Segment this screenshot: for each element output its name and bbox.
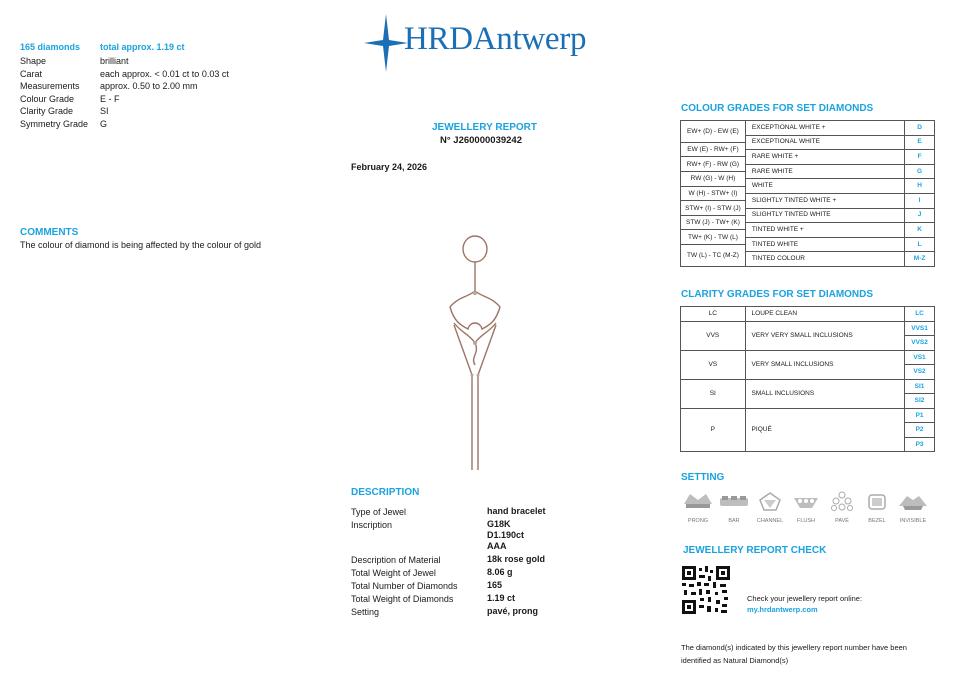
colour-grade-name: EXCEPTIONAL WHITE + (745, 121, 904, 136)
colour-grade-letter: H (905, 179, 935, 194)
clarity-group-name: SMALL INCLUSIONS (745, 379, 905, 408)
clarity-grade-code: P3 (905, 437, 935, 452)
setting-label: PAVÉ (835, 518, 849, 524)
description-key: Inscription (351, 520, 393, 530)
colour-scale-cell: TW+ (K) - TW (L) (681, 230, 746, 245)
summary-value: brilliant (100, 56, 129, 66)
report-title: JEWELLERY REPORT (432, 122, 538, 133)
clarity-grades-table (680, 306, 935, 452)
description-value: hand bracelet (487, 506, 546, 516)
colour-grade-letter: E (905, 135, 935, 150)
clarity-group-name: VERY VERY SMALL INCLUSIONS (745, 321, 905, 350)
description-value: 165 (487, 580, 503, 590)
colour-grade-letter: L (905, 237, 935, 252)
logo-text: HRDAntwerp (404, 21, 587, 57)
colour-grade-letter: F (905, 150, 935, 165)
colour-grade-letter: K (905, 223, 935, 238)
setting-item-pav (824, 490, 860, 524)
check-link[interactable]: my.hrdantwerp.com (747, 605, 818, 614)
colour-grade-row (681, 121, 935, 128)
colour-grade-name: RARE WHITE + (745, 150, 904, 165)
comments-text: The colour of diamond is being affected by the colour of gold (20, 240, 261, 250)
clarity-grade-row (681, 321, 935, 336)
check-text: Check your jewellery report online: (747, 594, 863, 603)
summary-value: SI (100, 106, 109, 117)
colour-grade-name: WHITE (745, 179, 904, 194)
clarity-group-name: VERY SMALL INCLUSIONS (745, 350, 905, 379)
colour-grade-name: SLIGHTLY TINTED WHITE (745, 208, 904, 223)
clarity-grade-code: VS1 (905, 350, 935, 365)
setting-label: CHANNEL (756, 518, 784, 524)
clarity-grade-row (681, 408, 935, 423)
setting-6-icon (895, 490, 931, 512)
setting-title: SETTING (681, 472, 725, 483)
clarity-grade-code: VVS2 (905, 336, 935, 351)
qr-code-icon[interactable] (682, 566, 730, 614)
report-number: N° J260000039242 (440, 135, 522, 146)
clarity-grade-code: LC (905, 307, 935, 322)
setting-item-channel (752, 490, 788, 524)
clarity-grade-code: P1 (905, 408, 935, 423)
clarity-group-name: LOUPE CLEAN (745, 307, 905, 322)
colour-grade-name: TINTED WHITE + (745, 223, 904, 238)
clarity-grade-row (681, 307, 935, 322)
summary-key: Measurements (20, 81, 80, 92)
colour-grade-name: TINTED COLOUR (745, 252, 904, 267)
summary-key: Carat (20, 68, 43, 79)
description-value: D1.190ct (487, 530, 525, 540)
setting-item-prong (680, 490, 716, 524)
colour-scale-cell: EW+ (D) - EW (E) (681, 121, 746, 143)
summary-value: G (100, 119, 108, 129)
star-icon (364, 14, 408, 72)
setting-4-icon (824, 490, 860, 512)
jewel-photo (410, 225, 550, 475)
description-value: pavé, prong (487, 606, 539, 616)
clarity-grade-row (681, 350, 935, 365)
colour-grade-name: SLIGHTLY TINTED WHITE + (745, 193, 904, 208)
colour-scale-cell: STW+ (I) - STW (J) (681, 201, 746, 216)
diamonds-count (20, 42, 80, 52)
clarity-group-code: VVS (681, 321, 746, 350)
natural-diamond-note-2: identified as Natural Diamond(s) (681, 656, 789, 665)
setting-0-icon (680, 490, 716, 512)
setting-item-bar (716, 490, 752, 524)
clarity-group-code: LC (681, 307, 746, 322)
comments-title: COMMENTS (20, 227, 79, 238)
setting-label: INVISIBLE (899, 518, 927, 524)
description-key: Setting (351, 607, 380, 617)
colour-scale-cell: RW+ (F) - RW (G) (681, 157, 746, 172)
description-value: 18k rose gold (487, 554, 546, 564)
summary-key: Colour Grade (20, 93, 75, 104)
colour-scale-cell: EW (E) - RW+ (F) (681, 142, 746, 157)
colour-scale-cell: RW (G) - W (H) (681, 172, 746, 187)
clarity-grade-code: SI2 (905, 394, 935, 409)
setting-label: BEZEL (868, 518, 886, 524)
summary-value: approx. 0.50 to 2.00 mm (100, 81, 198, 92)
clarity-grade-code: VVS1 (905, 321, 935, 336)
colour-grade-letter: J (905, 208, 935, 223)
summary-value: E - F (100, 93, 120, 104)
description-value: AAA (487, 541, 507, 551)
description-key: Total Number of Diamonds (351, 581, 458, 591)
clarity-grade-code: SI1 (905, 379, 935, 394)
clarity-grade-row (681, 379, 935, 394)
natural-diamond-note-1: The diamond(s) indicated by this jewellery report number have been (681, 643, 907, 652)
setting-label: BAR (728, 518, 740, 524)
diamonds-total: total approx. 1.19 ct (100, 42, 185, 52)
colour-grade-name: EXCEPTIONAL WHITE (745, 135, 904, 150)
colour-scale-cell: STW (J) - TW+ (K) (681, 215, 746, 230)
summary-key: Symmetry Grade (20, 119, 89, 129)
colour-scale-cell: W (H) - STW+ (I) (681, 186, 746, 201)
colour-grade-letter: I (905, 193, 935, 208)
summary-key: Shape (20, 56, 47, 66)
description-value: 1.19 ct (487, 593, 516, 603)
colour-grades-table (680, 120, 935, 267)
setting-label: PRONG (687, 518, 709, 524)
description-key: Total Weight of Jewel (351, 568, 436, 578)
setting-3-icon (788, 490, 824, 512)
colour-grade-letter: G (905, 164, 935, 179)
description-value: G18K (487, 519, 511, 529)
setting-label: FLUSH (796, 518, 816, 524)
description-key: Type of Jewel (351, 507, 407, 517)
setting-1-icon (716, 490, 752, 512)
colour-grade-name: TINTED WHITE (745, 237, 904, 252)
clarity-grade-code: VS2 (905, 365, 935, 380)
setting-item-flush (788, 490, 824, 524)
setting-2-icon (752, 490, 788, 512)
colour-grade-letter: M-Z (905, 252, 935, 267)
summary-value: each approx. < 0.01 ct to 0.03 ct (100, 68, 229, 79)
description-title: DESCRIPTION (351, 487, 420, 498)
description-value: 8.06 g (487, 567, 513, 577)
clarity-group-name: PIQUÉ (745, 408, 905, 452)
description-key: Total Weight of Diamonds (351, 594, 454, 604)
report-check-title: JEWELLERY REPORT CHECK (683, 545, 827, 556)
hrd-logo (364, 14, 624, 72)
colour-grade-name: RARE WHITE (745, 164, 904, 179)
description-key: Description of Material (351, 555, 441, 565)
report-date: February 24, 2026 (351, 162, 428, 172)
colour-scale-cell: TW (L) - TC (M-Z) (681, 245, 746, 267)
colour-grades-title: COLOUR GRADES FOR SET DIAMONDS (681, 103, 874, 114)
clarity-group-code: P (681, 408, 746, 452)
summary-key: Clarity Grade (20, 106, 74, 117)
colour-grade-letter: D (905, 121, 935, 136)
diamonds-label: 165 diamonds (20, 42, 81, 52)
setting-5-icon (859, 490, 895, 512)
setting-item-invisible (895, 490, 931, 524)
setting-item-bezel (859, 490, 895, 524)
clarity-group-code: VS (681, 350, 746, 379)
clarity-group-code: SI (681, 379, 746, 408)
clarity-grade-code: P2 (905, 423, 935, 438)
clarity-grades-title: CLARITY GRADES FOR SET DIAMONDS (681, 289, 874, 300)
